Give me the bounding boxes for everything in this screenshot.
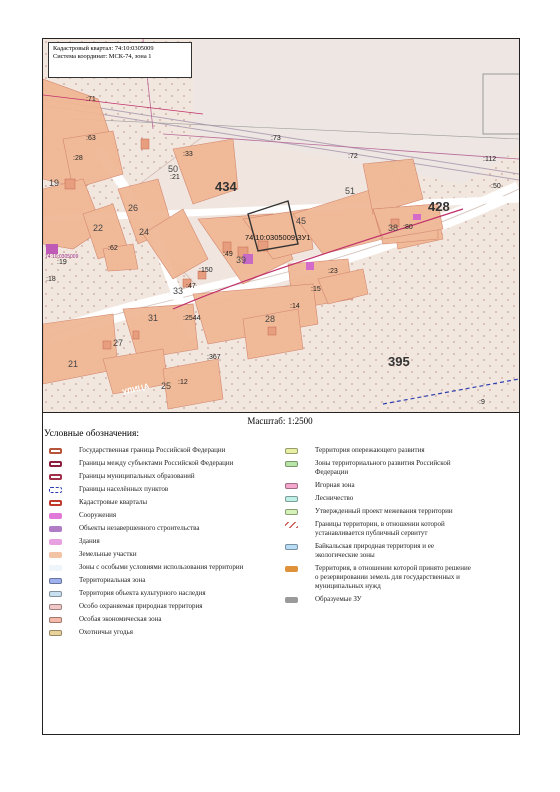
label-49: :49 [223, 251, 233, 258]
cadastral-map[interactable] [43, 39, 519, 412]
house-21: 21 [68, 359, 79, 369]
legend-label: Границы населённых пунктов [79, 485, 169, 493]
label-2544: :2544 [183, 315, 201, 322]
legend-item [285, 446, 475, 455]
legend-item [49, 550, 249, 559]
label-21: :21 [170, 174, 180, 181]
legend-item [49, 628, 249, 637]
legend-swatch [49, 591, 62, 597]
label-112: :112 [483, 156, 497, 163]
street-label: УЛИЦА [121, 381, 151, 397]
label-71: :71 [86, 96, 96, 103]
legend-swatch [49, 526, 62, 532]
label-62: :62 [108, 245, 118, 252]
legend-swatch [49, 448, 62, 454]
house-50: 50 [168, 164, 179, 174]
quarter-small-label: 74:10:0305009 [45, 254, 79, 260]
legend-item [49, 615, 249, 624]
legend-swatch [49, 500, 62, 506]
legend-item [49, 576, 249, 585]
label-18: :18 [46, 276, 56, 283]
legend-item [285, 481, 475, 490]
house-22: 22 [93, 223, 104, 233]
legend-swatch [49, 513, 62, 519]
legend-item [49, 524, 249, 533]
house-26: 26 [128, 203, 139, 213]
house-27: 27 [113, 338, 124, 348]
legend-right-column [285, 446, 475, 608]
legend-swatch [285, 448, 298, 454]
legend-item [285, 494, 475, 503]
label-12: :12 [178, 379, 188, 386]
house-39: 39 [236, 255, 247, 265]
house-24: 24 [139, 227, 150, 237]
legend-item [49, 459, 249, 468]
legend-swatch [49, 474, 62, 480]
legend-swatch [49, 487, 62, 493]
info-coord-system: Система координат: МСК-74, зона 1 [53, 53, 152, 60]
legend-swatch [285, 522, 298, 528]
legend-label: Границы муниципальных образований [79, 472, 195, 480]
label-33: :33 [183, 151, 193, 158]
legend-label: Лесничество [315, 494, 354, 502]
legend-label: Земельные участки [79, 550, 137, 558]
house-31: 31 [148, 313, 159, 323]
legend-swatch [285, 597, 298, 603]
label-367: :367 [207, 354, 221, 361]
legend-item [285, 520, 475, 538]
cadastral-info-box [48, 42, 192, 78]
legend-label: Границы между субъектами Российской Федерации [79, 459, 234, 467]
house-25: 25 [161, 381, 172, 391]
legend-swatch [285, 461, 298, 467]
legend-label: Объекты незавершенного строительства [79, 524, 200, 532]
legend-label: Утвержденный проект межевания территории [315, 507, 453, 515]
legend-item [285, 542, 475, 560]
legend-label: Кадастровые кварталы [79, 498, 148, 506]
quarter-434-label: 434 [215, 179, 237, 194]
quarter-428-label: 428 [428, 199, 450, 214]
quarter-395-label: 395 [388, 354, 410, 369]
legend-swatch [285, 483, 298, 489]
legend-item [49, 589, 249, 598]
label-14: :14 [290, 303, 300, 310]
legend-swatch [49, 539, 62, 545]
legend-label: Границы территории, в отношении которой устанавливается публичный сервитут [315, 520, 445, 537]
house-19: 19 [49, 178, 60, 188]
legend-label: Игорная зона [315, 481, 355, 489]
legend-label: Сооружения [79, 511, 117, 519]
legend-swatch [49, 461, 62, 467]
label-19: :19 [57, 259, 67, 266]
label-80: :80 [403, 224, 413, 231]
legend-item [49, 563, 249, 572]
label-9: :9 [479, 399, 485, 406]
legend-label: Территория опережающего развития [315, 446, 425, 454]
map-bottom-border [43, 412, 519, 413]
house-45: 45 [296, 216, 307, 226]
legend-label: Особо охраняемая природная территория [79, 602, 203, 610]
label-150: :150 [199, 267, 213, 274]
legend-swatch [285, 509, 298, 515]
legend-swatch [285, 566, 298, 572]
legend-title: Условные обозначения: [44, 429, 140, 439]
legend-label: Зоны с особыми условиями использования территории [79, 563, 244, 571]
label-47: :47 [186, 283, 196, 290]
info-quarter: Кадастровый квартал: 74:10:0305009 [53, 45, 154, 52]
label-72: :72 [348, 153, 358, 160]
label-63: :63 [86, 135, 96, 142]
label-28: :28 [73, 155, 83, 162]
legend-label: Территория, в отношении которой принято решение о резервировании земель для государственных и муниципальных нужд [315, 564, 471, 590]
legend-swatch [49, 552, 62, 558]
legend-item [49, 511, 249, 520]
label-23: :23 [328, 268, 338, 275]
legend-left-column [49, 446, 249, 641]
legend-swatch [285, 496, 298, 502]
house-33: 33 [173, 286, 184, 296]
legend-item [49, 485, 249, 494]
house-28: 28 [265, 314, 276, 324]
legend-swatch [285, 544, 298, 550]
legend-swatch [49, 617, 62, 623]
legend-item [285, 564, 475, 591]
label-73: :73 [271, 135, 281, 142]
legend-swatch [49, 604, 62, 610]
legend-item [49, 537, 249, 546]
legend-label: Территориальная зона [79, 576, 146, 584]
legend-item [49, 602, 249, 611]
legend-label: Охотничьи угодья [79, 628, 133, 636]
legend-swatch [49, 630, 62, 636]
legend-label: Особая экономическая зона [79, 615, 162, 623]
legend-label: Территория объекта культурного наследия [79, 589, 206, 597]
legend-label: Байкальская природная территория и ее экологические зоны [315, 542, 434, 559]
house-38: 38 [388, 223, 399, 233]
legend-item [49, 446, 249, 455]
legend-item [285, 459, 475, 477]
legend-item [49, 498, 249, 507]
scale-label: Масштаб: 1:2500 [247, 416, 313, 426]
legend-swatch [49, 578, 62, 584]
parcel-main-label: 74:10:0305009:ЗУ1 [245, 233, 311, 242]
label-15: :15 [311, 286, 321, 293]
legend-label: Зоны территориального развития Российской Федерации [315, 459, 451, 476]
legend-item [285, 595, 475, 604]
legend-item [49, 472, 249, 481]
legend-label: Здания [79, 537, 100, 545]
legend-label: Образуемые ЗУ [315, 595, 362, 603]
label-50: :50 [491, 183, 501, 190]
legend-label: Государственная граница Российской Федерации [79, 446, 226, 454]
legend-swatch [49, 565, 62, 571]
house-51: 51 [345, 186, 356, 196]
legend-item [285, 507, 475, 516]
